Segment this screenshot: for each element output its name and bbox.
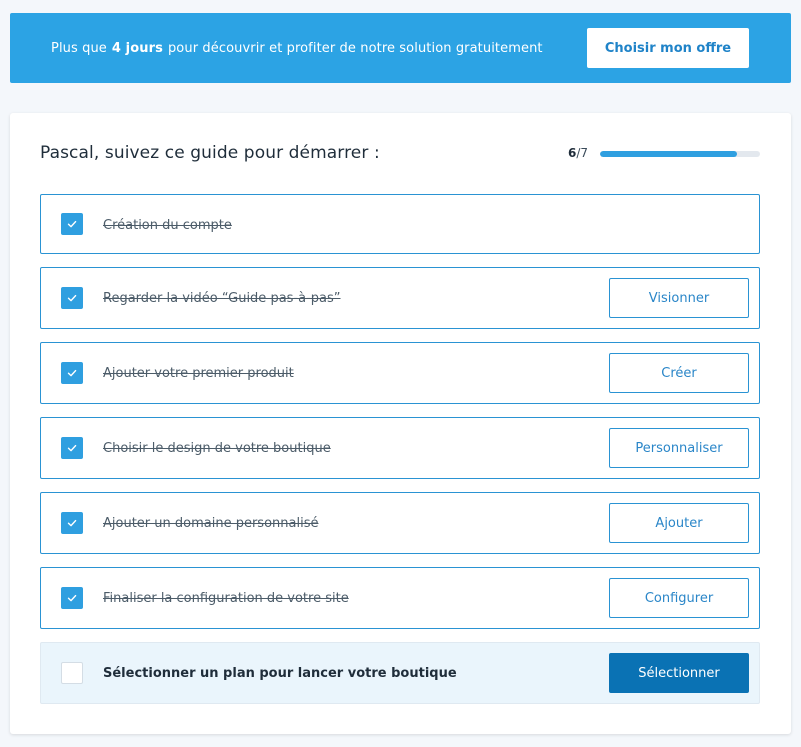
checkmark-icon: [66, 367, 78, 379]
step-watch-video: [40, 267, 760, 329]
progress-bar: [600, 151, 760, 157]
trial-banner: [10, 13, 791, 83]
step-label: Regarder la vidéo “Guide pas-à-pas”: [103, 290, 341, 306]
checkbox-checked-icon[interactable]: [61, 512, 83, 534]
trial-message: [51, 13, 543, 83]
progress-bar-fill: [600, 151, 737, 157]
guide-title: Pascal, suivez ce guide pour démarrer :: [40, 143, 380, 163]
checkbox-checked-icon[interactable]: [61, 437, 83, 459]
checkmark-icon: [66, 592, 78, 604]
step-add-domain: [40, 492, 760, 554]
create-product-button[interactable]: Créer: [609, 353, 749, 393]
step-label: Ajouter votre premier produit: [103, 365, 294, 381]
progress-total: /7: [576, 146, 589, 160]
customize-design-button[interactable]: Personnaliser: [609, 428, 749, 468]
checkbox-checked-icon[interactable]: [61, 287, 83, 309]
step-choose-design: [40, 417, 760, 479]
checkmark-icon: [66, 442, 78, 454]
step-finalize-config: [40, 567, 760, 629]
watch-video-button[interactable]: Visionner: [609, 278, 749, 318]
step-label: Finaliser la configuration de votre site: [103, 590, 349, 606]
trial-text-after: pour découvrir et profiter de notre solution gratuitement: [167, 40, 543, 56]
select-plan-button[interactable]: Sélectionner: [609, 653, 749, 693]
checkbox-unchecked-icon[interactable]: [61, 662, 83, 684]
trial-text-before: Plus que: [51, 40, 107, 56]
step-label: Création du compte: [103, 217, 232, 233]
trial-days-remaining: 4 jours: [111, 40, 163, 56]
checkmark-icon: [66, 218, 78, 230]
checkbox-checked-icon[interactable]: [61, 213, 83, 235]
step-create-account: [40, 194, 760, 254]
checkmark-icon: [66, 292, 78, 304]
progress-done: 6: [568, 146, 577, 160]
progress-counter: [568, 146, 588, 160]
step-label: Ajouter un domaine personnalisé: [103, 515, 319, 531]
step-add-product: [40, 342, 760, 404]
checkbox-checked-icon[interactable]: [61, 587, 83, 609]
checkmark-icon: [66, 517, 78, 529]
onboarding-guide-card: [10, 113, 791, 734]
configure-site-button[interactable]: Configurer: [609, 578, 749, 618]
step-select-plan: [40, 642, 760, 704]
step-label: Choisir le design de votre boutique: [103, 440, 331, 456]
step-label: Sélectionner un plan pour lancer votre boutique: [103, 665, 457, 681]
choose-offer-button[interactable]: Choisir mon offre: [587, 28, 749, 68]
add-domain-button[interactable]: Ajouter: [609, 503, 749, 543]
checkbox-checked-icon[interactable]: [61, 362, 83, 384]
